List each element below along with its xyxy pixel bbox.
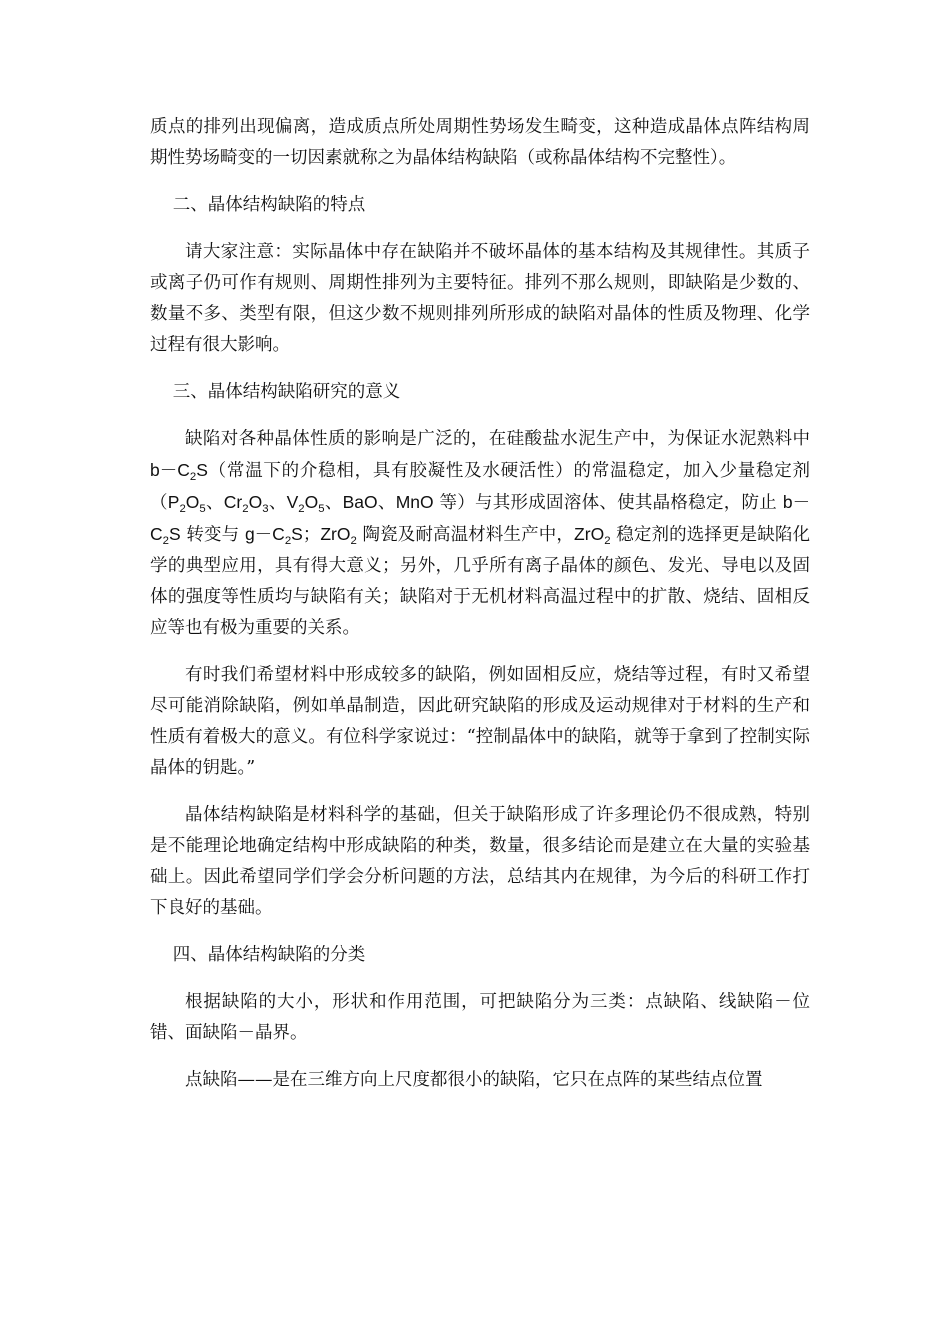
formula-v2o5: $V_2O_5$	[286, 492, 325, 515]
foundation-paragraph: 晶体结构缺陷是材料科学的基础，但关于缺陷形成了许多理论仍不很成熟，特别是不能理论地确定结构中形成缺陷的种类，数量，很多结论而是建立在大量的实验基础上。因此希望同学们学会分析问题的方法，总结其内在规律，为今后的科研工作打下良好的基础。	[150, 805, 810, 918]
formula-p2o5: $P_2O_5$	[167, 492, 206, 515]
section-heading-features: 二、晶体结构缺陷的特点	[172, 195, 366, 215]
text-run: 缺陷对各种晶体性质的影响是广泛的，在硅酸盐水泥生产中，为保证水泥熟料中	[185, 429, 810, 449]
text-run: 转变与	[180, 525, 245, 545]
formula-beta-c2s-2: $b-C_2S$	[150, 492, 811, 547]
significance-paragraph: 缺陷对各种晶体性质的影响是广泛的，在硅酸盐水泥生产中，为保证水泥熟料中 $b-C_2S$（常温下的介稳相，具有胶凝性及水硬活性）的常温稳定，加入少量稳定剂（$P_2O_5$、$Cr_2O_3$、$V_2O_5$、BaO、MnO 等）与其形成固溶体、使其晶格稳定，防止 $b-C_2S$ 转变与 $g-C_2S$；ZrO$_2$ 陶瓷及耐高温材料生产中，ZrO$_2$ 稳定剂的选择更是缺陷化学的典型应用，具有得大意义；另外，几乎所有离子晶体的颜色、发光、导电以及固体的强度等性质均与缺陷有关；缺陷对于无机材料高温过程中的扩散、烧结、固相反应等也有极为重要的关系。	[150, 429, 811, 638]
purpose-paragraph: 有时我们希望材料中形成较多的缺陷，例如固相反应，烧结等过程，有时又希望尽可能消除缺陷，例如单晶制造，因此研究缺陷的形成及运动规律对于材料的生产和性质有着极大的意义。有位科学家说过：“控制晶体中的缺陷，就等于拿到了控制实际晶体的钥匙。”	[150, 665, 810, 778]
document-page	[150, 112, 810, 1112]
text-run: 等）与其形成固溶体、使其晶格稳定，防止	[433, 493, 783, 513]
section-heading-classification: 四、晶体结构缺陷的分类	[172, 945, 366, 965]
section-heading-significance: 三、晶体结构缺陷研究的意义	[172, 382, 401, 402]
formula-bao: BaO	[342, 492, 378, 512]
formula-gamma-c2s: $g-C_2S$	[244, 524, 303, 547]
formula-mno: MnO	[395, 492, 434, 512]
text-run: （常温下的介稳相，具有胶凝性及水硬活性）的常温稳定，加入少量稳定剂（	[150, 461, 810, 513]
formula-zro2-2: ZrO$_2$	[574, 524, 611, 547]
text-run: 稳定剂的选择更是缺陷化学的典型应用，具有得大意义；另外，几乎所有离子晶体的颜色、发光、导电以及固体的强度等性质均与缺陷有关；缺陷对于无机材料高温过程中的扩散、烧结、固相反应等也有极为重要的关系。	[150, 525, 811, 638]
formula-zro2: ZrO$_2$	[320, 524, 357, 547]
formula-cr2o3: $Cr_2O_3$	[223, 492, 269, 515]
formula-beta-c2s: $b-C_2S$	[150, 460, 208, 483]
point-defect-paragraph: 点缺陷——是在三维方向上尺度都很小的缺陷，它只在点阵的某些结点位置	[185, 1070, 763, 1090]
text-run: ；	[302, 525, 321, 545]
intro-paragraph: 质点的排列出现偏离，造成质点所处周期性势场发生畸变，这种造成晶体点阵结构周期性势场畸变的一切因素就称之为晶体结构缺陷（或称晶体结构不完整性）。	[150, 117, 810, 168]
text-run: 陶瓷及耐高温材料生产中，	[356, 525, 575, 545]
classification-paragraph: 根据缺陷的大小，形状和作用范围，可把缺陷分为三类：点缺陷、线缺陷－位错、面缺陷－晶界。	[150, 992, 810, 1043]
features-paragraph: 请大家注意：实际晶体中存在缺陷并不破坏晶体的基本结构及其规律性。其质子或离子仍可作有规则、周期性排列为主要特征。排列不那么规则，即缺陷是少数的、数量不多、类型有限，但这少数不规则排列所形成的缺陷对晶体的性质及物理、化学过程有很大影响。	[150, 242, 810, 355]
